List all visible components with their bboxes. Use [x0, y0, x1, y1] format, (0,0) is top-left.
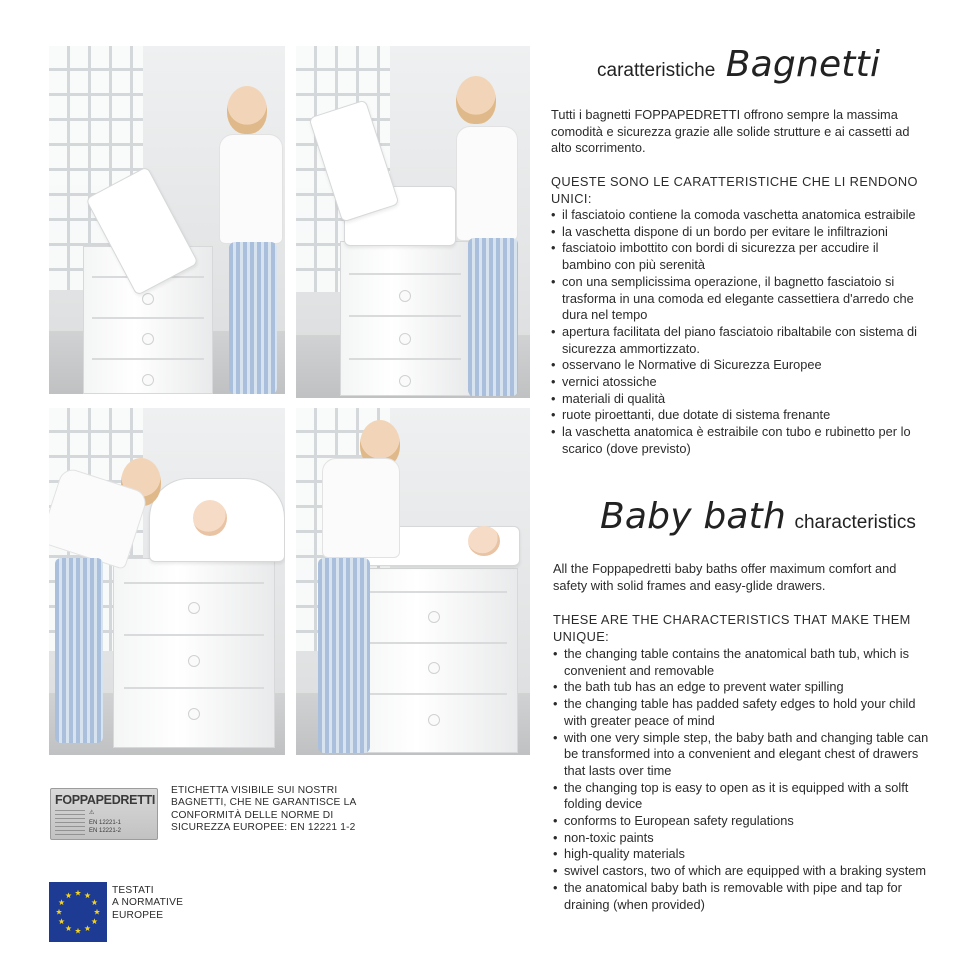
- english-intro: All the Foppapedretti baby baths offer maximum comfort and safety with solid frames and easy-glide drawers.: [553, 561, 897, 593]
- eu-star-icon: [94, 909, 100, 915]
- eu-star-icon: [84, 925, 90, 931]
- list-item: • the changing top is easy to open as it is equipped with a solft folding device: [553, 780, 933, 813]
- eu-star-icon: [59, 899, 65, 905]
- english-feature-list: [553, 646, 933, 913]
- list-item: • high-quality materials: [553, 846, 933, 863]
- list-item: • la vaschetta anatomica è estraibile con tubo e rubinetto per lo scarico (dove previsto): [551, 424, 931, 457]
- list-item: • non-toxic paints: [553, 830, 933, 847]
- badge-fine-print: [55, 810, 85, 836]
- list-item: • ruote piroettanti, due dotate di sistema frenante: [551, 407, 931, 424]
- english-title-small: characteristics: [794, 512, 916, 533]
- list-item: • vernici atossiche: [551, 374, 931, 391]
- eu-text-line-3: EUROPEE: [112, 909, 164, 921]
- eu-text-line-1: TESTATI: [112, 885, 154, 896]
- list-item: • la vaschetta dispone di un bordo per evitare le infiltrazioni: [551, 224, 931, 241]
- eu-star-icon: [75, 928, 81, 934]
- list-item: • osservano le Normative di Sicurezza Europee: [551, 357, 931, 374]
- italian-intro: Tutti i bagnetti FOPPAPEDRETTI offrono sempre la massima comodità e sicurezza grazie alle solide strutture e ai cassetti ad alto scorrimento.: [551, 107, 910, 156]
- foppapedretti-label-badge: [50, 788, 158, 840]
- badge-norm-1: EN 12221-1: [89, 820, 122, 826]
- eu-star-icon: [84, 892, 90, 898]
- list-item: • the anatomical baby bath is removable with pipe and tap for draining (when provided): [553, 880, 933, 913]
- list-item: • apertura facilitata del piano fasciatoio ribaltabile con sistema di sicurezza ammortizzato.: [551, 324, 931, 357]
- eu-tested-text: [112, 885, 183, 922]
- italian-title: [597, 44, 880, 85]
- list-item: • con una semplicissima operazione, il bagnetto fasciatoio si trasforma in una comoda ed elegante cassettiera d'arredo che dura nel tempo: [551, 274, 931, 324]
- photo-mother-opening-tub: [296, 46, 530, 398]
- photo-changing-baby: [296, 408, 530, 755]
- badge-mark: ⚠: [89, 810, 95, 816]
- list-item: • il fasciatoio contiene la comoda vaschetta anatomica estraibile: [551, 207, 931, 224]
- photo-bathing-baby: [49, 408, 285, 755]
- list-item: • the bath tub has an edge to prevent water spilling: [553, 679, 933, 696]
- eu-star-icon: [56, 909, 62, 915]
- list-item: • swivel castors, two of which are equipped with a braking system: [553, 863, 933, 880]
- eu-flag-icon: [49, 882, 107, 942]
- english-features-heading: THESE ARE THE CHARACTERISTICS THAT MAKE THEM UNIQUE:: [553, 612, 911, 644]
- eu-text-line-2: A NORMATIVE: [112, 897, 184, 909]
- italian-feature-list: [551, 207, 931, 458]
- eu-star-icon: [65, 925, 71, 931]
- list-item: • the changing table contains the anatomical bath tub, which is convenient and removable: [553, 646, 933, 679]
- photo-mother-lifting-changing-top: [49, 46, 285, 394]
- label-caption: ETICHETTA VISIBILE SUI NOSTRI BAGNETTI, CHE NE GARANTISCE LA CONFORMITÀ DELLE NORME DI SICUREZZA EUROPEE: EN 12221 1-2: [171, 785, 356, 834]
- eu-star-icon: [59, 918, 65, 924]
- list-item: • with one very simple step, the baby bath and changing table can be transformed into a convenient and elegant chest of drawers that lasts over time: [553, 730, 933, 780]
- english-title-big: Baby bath: [600, 496, 787, 537]
- list-item: • conforms to European safety regulations: [553, 813, 933, 830]
- eu-star-icon: [75, 890, 81, 896]
- badge-brand: FOPPAPEDRETTI: [55, 793, 156, 807]
- eu-star-icon: [91, 899, 97, 905]
- badge-norm-2: EN 12221-2: [89, 828, 122, 834]
- eu-star-icon: [65, 892, 71, 898]
- list-item: • materiali di qualità: [551, 391, 931, 408]
- list-item: • fasciatoio imbottito con bordi di sicurezza per accudire il bambino con più serenità: [551, 240, 931, 273]
- eu-star-icon: [91, 918, 97, 924]
- list-item: • the changing table has padded safety edges to hold your child with greater peace of mind: [553, 696, 933, 729]
- italian-title-small: caratteristiche: [597, 60, 716, 81]
- italian-title-big: Bagnetti: [725, 44, 881, 85]
- english-title: [600, 496, 916, 537]
- italian-features-heading: QUESTE SONO LE CARATTERISTICHE CHE LI RENDONO UNICI:: [551, 174, 918, 206]
